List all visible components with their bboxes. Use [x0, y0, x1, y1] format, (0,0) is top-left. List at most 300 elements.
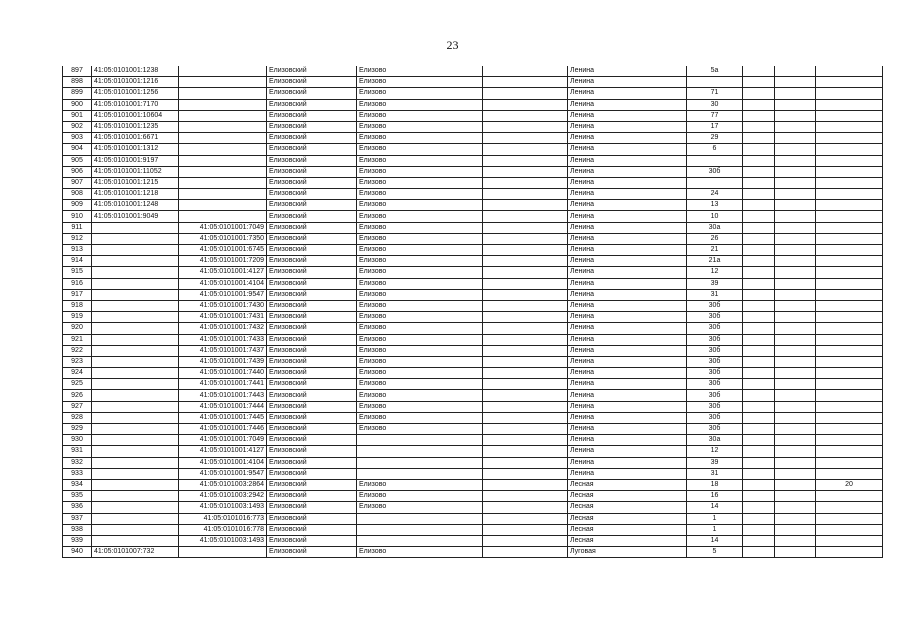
cell-building-number	[743, 110, 775, 121]
cell-row-number: 925	[63, 379, 92, 390]
cell-street-type	[483, 345, 568, 356]
table-row	[63, 368, 883, 379]
cell-cadastral-number-premises: 41:05:0101001:4127	[179, 267, 267, 278]
cell-street: Ленина	[568, 356, 687, 367]
cell-street-type	[483, 368, 568, 379]
cell-building-number	[743, 457, 775, 468]
table-row	[63, 267, 883, 278]
cell-structure-number	[775, 133, 816, 144]
cell-house-number: 30б	[687, 401, 743, 412]
cell-street-type	[483, 401, 568, 412]
cell-street-type	[483, 189, 568, 200]
cell-settlement: Елизово	[357, 345, 483, 356]
cell-house-number: 12	[687, 446, 743, 457]
cell-cadastral-number-building	[92, 267, 179, 278]
cell-settlement: Елизово	[357, 289, 483, 300]
table-row	[63, 356, 883, 367]
cell-district: Елизовский	[267, 211, 357, 222]
table-row	[63, 300, 883, 311]
cell-house-number: 5а	[687, 66, 743, 77]
cell-settlement: Елизово	[357, 88, 483, 99]
cell-row-number: 918	[63, 300, 92, 311]
cell-settlement: Елизово	[357, 412, 483, 423]
cell-settlement: Елизово	[357, 177, 483, 188]
cell-district: Елизовский	[267, 379, 357, 390]
cell-building-number	[743, 66, 775, 77]
cell-street: Ленина	[568, 189, 687, 200]
cell-district: Елизовский	[267, 166, 357, 177]
cell-row-number: 898	[63, 77, 92, 88]
cell-cadastral-number-premises: 41:05:0101001:4104	[179, 278, 267, 289]
cell-street: Ленина	[568, 312, 687, 323]
cell-row-number: 935	[63, 491, 92, 502]
cell-district: Елизовский	[267, 390, 357, 401]
cell-street: Ленина	[568, 300, 687, 311]
table-row	[63, 345, 883, 356]
cell-apartment-number	[816, 144, 883, 155]
cell-cadastral-number-premises: 41:05:0101003:1493	[179, 502, 267, 513]
cell-row-number: 900	[63, 99, 92, 110]
cell-house-number	[687, 155, 743, 166]
table-row	[63, 144, 883, 155]
cell-house-number: 30б	[687, 379, 743, 390]
cell-street: Лесная	[568, 513, 687, 524]
cell-street-type	[483, 457, 568, 468]
cell-street-type	[483, 446, 568, 457]
cell-cadastral-number-premises: 41:05:0101001:7430	[179, 300, 267, 311]
cell-district: Елизовский	[267, 435, 357, 446]
table-row	[63, 110, 883, 121]
cell-street-type	[483, 513, 568, 524]
cell-building-number	[743, 267, 775, 278]
cell-cadastral-number-building: 41:05:0101001:1312	[92, 144, 179, 155]
cell-cadastral-number-premises	[179, 133, 267, 144]
cell-street: Лесная	[568, 502, 687, 513]
table-row	[63, 256, 883, 267]
cell-cadastral-number-premises: 41:05:0101001:7209	[179, 256, 267, 267]
cell-settlement: Елизово	[357, 77, 483, 88]
cell-street-type	[483, 300, 568, 311]
cell-structure-number	[775, 345, 816, 356]
cell-street: Ленина	[568, 233, 687, 244]
table-row	[63, 502, 883, 513]
cell-house-number: 30б	[687, 390, 743, 401]
cell-settlement: Елизово	[357, 424, 483, 435]
cell-cadastral-number-premises: 41:05:0101016:778	[179, 524, 267, 535]
cell-structure-number	[775, 547, 816, 558]
cell-cadastral-number-building: 41:05:0101001:1248	[92, 200, 179, 211]
cell-apartment-number	[816, 289, 883, 300]
cell-cadastral-number-premises	[179, 99, 267, 110]
cell-apartment-number	[816, 401, 883, 412]
cell-district: Елизовский	[267, 345, 357, 356]
cell-cadastral-number-premises: 41:05:0101001:7446	[179, 424, 267, 435]
cell-street: Ленина	[568, 267, 687, 278]
cell-row-number: 927	[63, 401, 92, 412]
cell-apartment-number	[816, 110, 883, 121]
cell-house-number: 14	[687, 502, 743, 513]
cell-cadastral-number-premises: 41:05:0101001:7049	[179, 435, 267, 446]
cell-structure-number	[775, 267, 816, 278]
register-table	[62, 66, 883, 558]
cell-building-number	[743, 547, 775, 558]
cell-apartment-number	[816, 312, 883, 323]
cell-structure-number	[775, 222, 816, 233]
cell-row-number: 903	[63, 133, 92, 144]
cell-district: Елизовский	[267, 133, 357, 144]
cell-cadastral-number-premises	[179, 66, 267, 77]
cell-house-number: 71	[687, 88, 743, 99]
cell-structure-number	[775, 155, 816, 166]
cell-cadastral-number-premises	[179, 121, 267, 132]
cell-structure-number	[775, 189, 816, 200]
cell-row-number: 899	[63, 88, 92, 99]
cell-street: Ленина	[568, 368, 687, 379]
cell-structure-number	[775, 200, 816, 211]
table-row	[63, 211, 883, 222]
table-row	[63, 513, 883, 524]
cell-cadastral-number-building	[92, 356, 179, 367]
table-row	[63, 379, 883, 390]
cell-building-number	[743, 300, 775, 311]
cell-apartment-number	[816, 155, 883, 166]
cell-district: Елизовский	[267, 547, 357, 558]
cell-street: Ленина	[568, 177, 687, 188]
cell-cadastral-number-building: 41:05:0101001:1216	[92, 77, 179, 88]
cell-house-number: 5	[687, 547, 743, 558]
cell-street: Лесная	[568, 479, 687, 490]
cell-row-number: 924	[63, 368, 92, 379]
cell-cadastral-number-premises: 41:05:0101001:9547	[179, 289, 267, 300]
cell-cadastral-number-premises: 41:05:0101001:7350	[179, 233, 267, 244]
table-row	[63, 446, 883, 457]
cell-street: Ленина	[568, 121, 687, 132]
cell-house-number: 21а	[687, 256, 743, 267]
cell-street-type	[483, 267, 568, 278]
cell-cadastral-number-building	[92, 379, 179, 390]
cell-house-number	[687, 177, 743, 188]
cell-building-number	[743, 424, 775, 435]
cell-cadastral-number-building: 41:05:0101001:1238	[92, 66, 179, 77]
cell-structure-number	[775, 502, 816, 513]
cell-cadastral-number-building: 41:05:0101007:732	[92, 547, 179, 558]
cell-row-number: 929	[63, 424, 92, 435]
cell-house-number: 30б	[687, 368, 743, 379]
cell-cadastral-number-premises: 41:05:0101001:7431	[179, 312, 267, 323]
cell-structure-number	[775, 77, 816, 88]
cell-building-number	[743, 211, 775, 222]
cell-street-type	[483, 77, 568, 88]
cell-cadastral-number-building	[92, 502, 179, 513]
cell-cadastral-number-premises: 41:05:0101001:7437	[179, 345, 267, 356]
cell-building-number	[743, 368, 775, 379]
cell-settlement	[357, 435, 483, 446]
cell-cadastral-number-building	[92, 245, 179, 256]
cell-district: Елизовский	[267, 256, 357, 267]
cell-house-number: 14	[687, 535, 743, 546]
cell-structure-number	[775, 289, 816, 300]
cell-street-type	[483, 133, 568, 144]
cell-apartment-number	[816, 245, 883, 256]
cell-cadastral-number-premises: 41:05:0101001:7049	[179, 222, 267, 233]
cell-district: Елизовский	[267, 446, 357, 457]
cell-settlement	[357, 524, 483, 535]
cell-row-number: 908	[63, 189, 92, 200]
cell-row-number: 904	[63, 144, 92, 155]
cell-apartment-number	[816, 200, 883, 211]
cell-district: Елизовский	[267, 513, 357, 524]
cell-street: Ленина	[568, 468, 687, 479]
cell-house-number: 30а	[687, 435, 743, 446]
cell-apartment-number	[816, 446, 883, 457]
cell-cadastral-number-premises: 41:05:0101001:4127	[179, 446, 267, 457]
cell-cadastral-number-premises	[179, 547, 267, 558]
table-row	[63, 278, 883, 289]
cell-apartment-number	[816, 77, 883, 88]
cell-building-number	[743, 312, 775, 323]
cell-district: Елизовский	[267, 110, 357, 121]
cell-street-type	[483, 390, 568, 401]
cell-settlement: Елизово	[357, 312, 483, 323]
cell-structure-number	[775, 356, 816, 367]
cell-cadastral-number-building	[92, 278, 179, 289]
table-row	[63, 222, 883, 233]
cell-building-number	[743, 278, 775, 289]
cell-row-number: 909	[63, 200, 92, 211]
cell-district: Елизовский	[267, 289, 357, 300]
cell-district: Елизовский	[267, 356, 357, 367]
cell-district: Елизовский	[267, 323, 357, 334]
register-table-body	[63, 66, 883, 558]
cell-apartment-number	[816, 356, 883, 367]
cell-street: Ленина	[568, 245, 687, 256]
cell-district: Елизовский	[267, 222, 357, 233]
cell-cadastral-number-premises	[179, 144, 267, 155]
cell-building-number	[743, 189, 775, 200]
cell-settlement: Елизово	[357, 133, 483, 144]
cell-district: Елизовский	[267, 245, 357, 256]
cell-street-type	[483, 479, 568, 490]
cell-apartment-number	[816, 88, 883, 99]
cell-district: Елизовский	[267, 88, 357, 99]
cell-house-number: 17	[687, 121, 743, 132]
cell-apartment-number	[816, 524, 883, 535]
cell-apartment-number	[816, 547, 883, 558]
cell-structure-number	[775, 491, 816, 502]
cell-building-number	[743, 77, 775, 88]
cell-street-type	[483, 379, 568, 390]
cell-apartment-number	[816, 368, 883, 379]
cell-street-type	[483, 66, 568, 77]
cell-house-number: 77	[687, 110, 743, 121]
table-row	[63, 99, 883, 110]
cell-cadastral-number-building: 41:05:0101001:6671	[92, 133, 179, 144]
cell-house-number: 30б	[687, 300, 743, 311]
cell-apartment-number	[816, 535, 883, 546]
cell-street: Ленина	[568, 435, 687, 446]
cell-house-number: 30б	[687, 334, 743, 345]
cell-row-number: 910	[63, 211, 92, 222]
cell-row-number: 917	[63, 289, 92, 300]
cell-street-type	[483, 356, 568, 367]
cell-row-number: 906	[63, 166, 92, 177]
cell-street: Ленина	[568, 222, 687, 233]
table-row	[63, 524, 883, 535]
cell-cadastral-number-building: 41:05:0101001:9197	[92, 155, 179, 166]
cell-apartment-number: 20	[816, 479, 883, 490]
cell-cadastral-number-premises	[179, 77, 267, 88]
cell-structure-number	[775, 166, 816, 177]
cell-building-number	[743, 99, 775, 110]
cell-street: Ленина	[568, 88, 687, 99]
cell-cadastral-number-premises: 41:05:0101003:2864	[179, 479, 267, 490]
cell-settlement: Елизово	[357, 300, 483, 311]
cell-house-number	[687, 77, 743, 88]
cell-settlement	[357, 513, 483, 524]
table-row	[63, 479, 883, 490]
cell-building-number	[743, 479, 775, 490]
cell-district: Елизовский	[267, 535, 357, 546]
table-row	[63, 189, 883, 200]
cell-house-number: 6	[687, 144, 743, 155]
cell-settlement: Елизово	[357, 379, 483, 390]
cell-row-number: 926	[63, 390, 92, 401]
cell-structure-number	[775, 323, 816, 334]
cell-cadastral-number-building: 41:05:0101001:11052	[92, 166, 179, 177]
cell-building-number	[743, 289, 775, 300]
cell-row-number: 916	[63, 278, 92, 289]
cell-street: Ленина	[568, 155, 687, 166]
cell-apartment-number	[816, 323, 883, 334]
cell-cadastral-number-building: 41:05:0101001:1215	[92, 177, 179, 188]
cell-building-number	[743, 133, 775, 144]
cell-street: Ленина	[568, 401, 687, 412]
cell-street: Ленина	[568, 278, 687, 289]
cell-cadastral-number-building	[92, 446, 179, 457]
cell-cadastral-number-building	[92, 513, 179, 524]
cell-settlement: Елизово	[357, 166, 483, 177]
cell-structure-number	[775, 412, 816, 423]
cell-street-type	[483, 222, 568, 233]
cell-street-type	[483, 424, 568, 435]
cell-apartment-number	[816, 121, 883, 132]
cell-district: Елизовский	[267, 66, 357, 77]
cell-structure-number	[775, 66, 816, 77]
cell-settlement: Елизово	[357, 155, 483, 166]
cell-street-type	[483, 211, 568, 222]
cell-cadastral-number-premises: 41:05:0101001:7433	[179, 334, 267, 345]
cell-settlement	[357, 535, 483, 546]
cell-cadastral-number-premises	[179, 155, 267, 166]
cell-settlement: Елизово	[357, 547, 483, 558]
cell-apartment-number	[816, 66, 883, 77]
cell-district: Елизовский	[267, 121, 357, 132]
cell-street: Ленина	[568, 334, 687, 345]
table-row	[63, 66, 883, 77]
cell-apartment-number	[816, 513, 883, 524]
cell-street: Ленина	[568, 77, 687, 88]
table-row	[63, 334, 883, 345]
cell-settlement: Елизово	[357, 479, 483, 490]
cell-district: Елизовский	[267, 368, 357, 379]
cell-street-type	[483, 121, 568, 132]
cell-street: Ленина	[568, 211, 687, 222]
cell-street: Ленина	[568, 256, 687, 267]
cell-building-number	[743, 524, 775, 535]
table-row	[63, 200, 883, 211]
cell-structure-number	[775, 99, 816, 110]
cell-cadastral-number-premises: 41:05:0101003:2942	[179, 491, 267, 502]
table-row	[63, 390, 883, 401]
cell-street-type	[483, 412, 568, 423]
cell-cadastral-number-premises	[179, 177, 267, 188]
cell-structure-number	[775, 390, 816, 401]
cell-building-number	[743, 401, 775, 412]
cell-settlement	[357, 457, 483, 468]
cell-street: Ленина	[568, 379, 687, 390]
table-row	[63, 424, 883, 435]
cell-cadastral-number-premises: 41:05:0101001:4104	[179, 457, 267, 468]
cell-apartment-number	[816, 267, 883, 278]
cell-cadastral-number-premises: 41:05:0101001:6745	[179, 245, 267, 256]
cell-apartment-number	[816, 278, 883, 289]
table-row	[63, 88, 883, 99]
cell-building-number	[743, 356, 775, 367]
table-row	[63, 312, 883, 323]
cell-cadastral-number-building: 41:05:0101001:1235	[92, 121, 179, 132]
cell-cadastral-number-building	[92, 345, 179, 356]
cell-building-number	[743, 323, 775, 334]
cell-street-type	[483, 233, 568, 244]
cell-house-number: 1	[687, 513, 743, 524]
table-row	[63, 177, 883, 188]
cell-settlement: Елизово	[357, 356, 483, 367]
cell-building-number	[743, 379, 775, 390]
cell-apartment-number	[816, 166, 883, 177]
page-number: 23	[446, 38, 459, 52]
cell-street: Ленина	[568, 289, 687, 300]
cell-settlement: Елизово	[357, 256, 483, 267]
cell-apartment-number	[816, 300, 883, 311]
cell-row-number: 897	[63, 66, 92, 77]
cell-apartment-number	[816, 233, 883, 244]
cell-apartment-number	[816, 99, 883, 110]
cell-structure-number	[775, 513, 816, 524]
table-row	[63, 535, 883, 546]
cell-cadastral-number-building	[92, 256, 179, 267]
cell-district: Елизовский	[267, 401, 357, 412]
cell-house-number: 30а	[687, 222, 743, 233]
cell-cadastral-number-premises	[179, 110, 267, 121]
cell-settlement: Елизово	[357, 222, 483, 233]
cell-settlement	[357, 446, 483, 457]
cell-district: Елизовский	[267, 177, 357, 188]
cell-building-number	[743, 166, 775, 177]
cell-house-number: 26	[687, 233, 743, 244]
table-row	[63, 133, 883, 144]
cell-district: Елизовский	[267, 502, 357, 513]
cell-house-number: 30б	[687, 345, 743, 356]
cell-street: Лесная	[568, 491, 687, 502]
cell-apartment-number	[816, 133, 883, 144]
cell-street-type	[483, 245, 568, 256]
cell-district: Елизовский	[267, 278, 357, 289]
cell-district: Елизовский	[267, 99, 357, 110]
cell-cadastral-number-building: 41:05:0101001:7170	[92, 99, 179, 110]
cell-structure-number	[775, 144, 816, 155]
cell-cadastral-number-building	[92, 535, 179, 546]
cell-house-number: 30	[687, 99, 743, 110]
